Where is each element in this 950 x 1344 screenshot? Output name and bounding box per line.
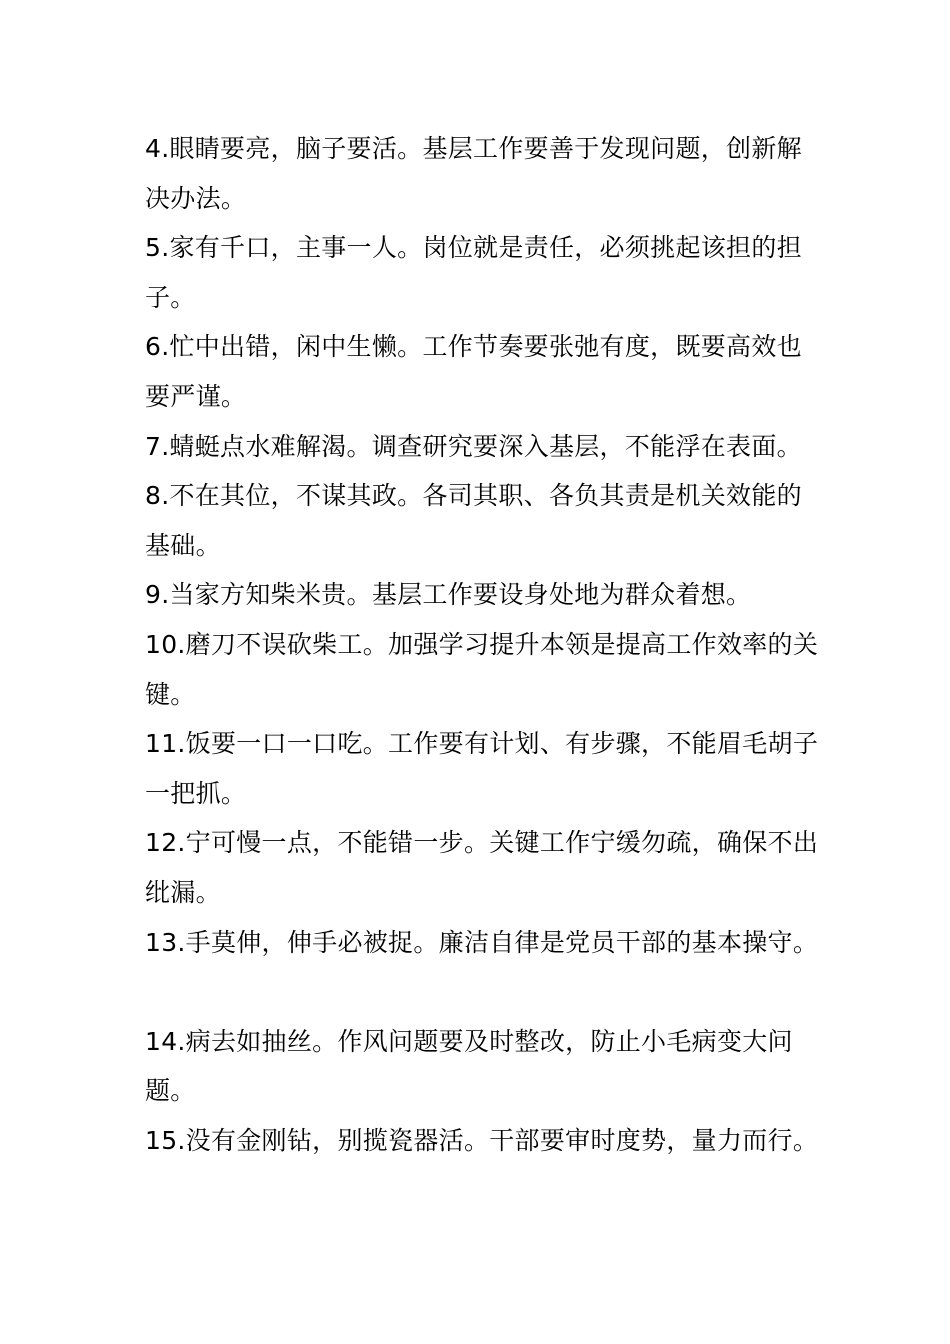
list-item-12: 12.宁可慢一点，不能错一步。关键工作宁缓勿疏，确保不出纰漏。	[145, 828, 819, 907]
list-item-10: 10.磨刀不误砍柴工。加强学习提升本领是提高工作效率的关键。	[145, 629, 819, 709]
document-body	[145, 124, 825, 1165]
list-item-8: 8.不在其位，不谋其政。各司其职、各负其责是机关效能的基础。	[145, 481, 802, 560]
list-item-15: 15.没有金刚钻，别揽瓷器活。干部要审时度势，量力而行。	[145, 1125, 819, 1155]
list-item-14: 14.病去如抽丝。作风问题要及时整改，防止小毛病变大问题。	[145, 1026, 793, 1106]
list-item-4: 4.眼睛要亮，脑子要活。基层工作要善于发现问题，创新解决办法。	[145, 134, 802, 213]
list-item-9: 9.当家方知柴米贵。基层工作要设身处地为群众着想。	[145, 580, 752, 610]
list-item-11: 11.饭要一口一口吃。工作要有计划、有步骤，不能眉毛胡子一把抓。	[145, 729, 819, 808]
list-item-6: 6.忙中出错，闲中生懒。工作节奏要张弛有度，既要高效也要严谨。	[145, 332, 802, 411]
list-item-13: 13.手莫伸，伸手必被捉。廉洁自律是党员干部的基本操守。	[145, 927, 819, 957]
list-item-5: 5.家有千口，主事一人。岗位就是责任，必须挑起该担的担子。	[145, 233, 802, 312]
list-item-7: 7.蜻蜓点水难解渴。调查研究要深入基层，不能浮在表面。	[145, 431, 802, 461]
